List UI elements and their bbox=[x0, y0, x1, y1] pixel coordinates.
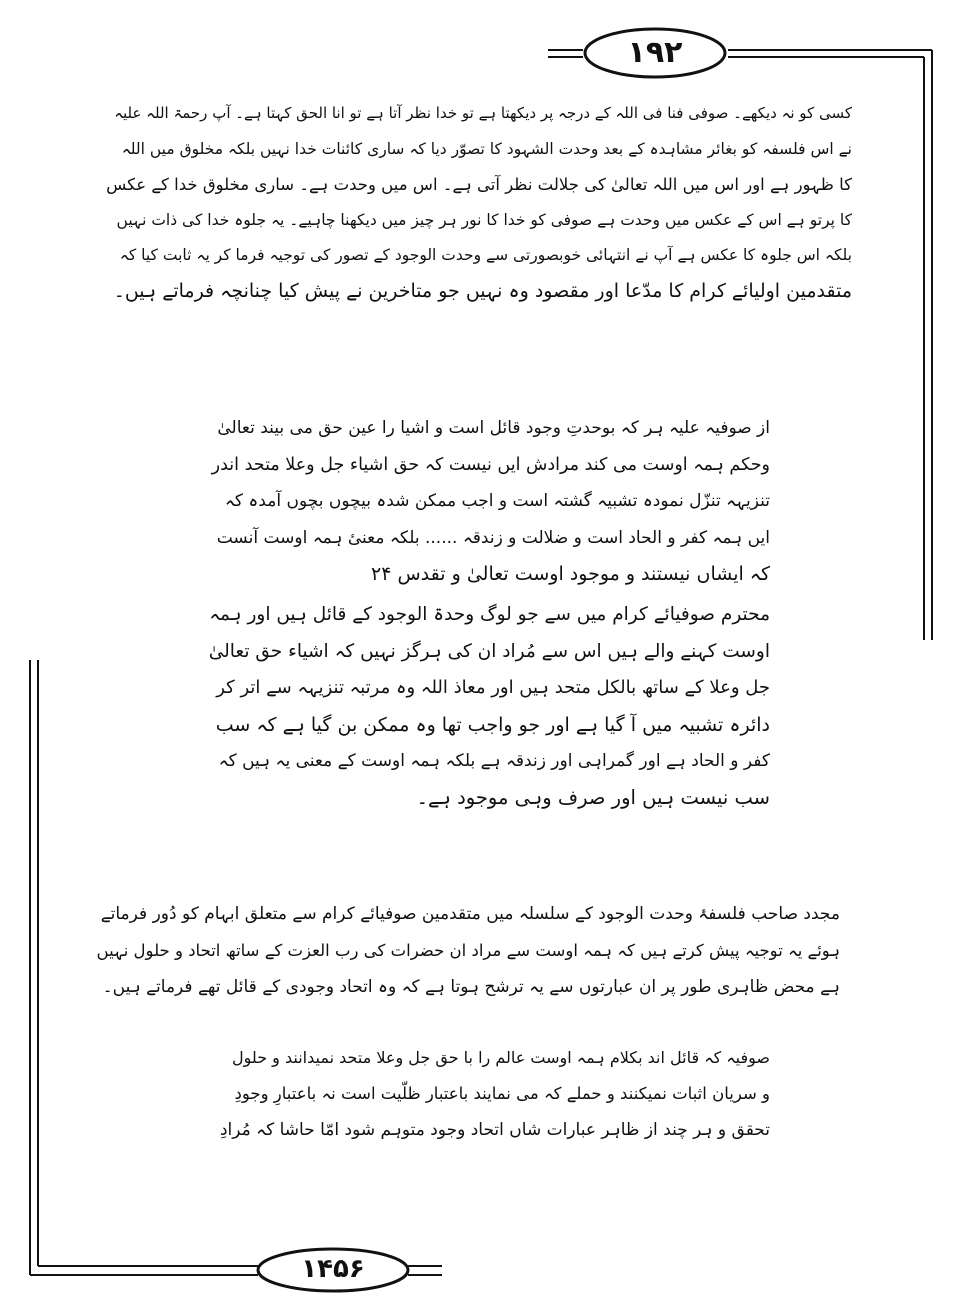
quote-line: تنزیہہ تنزّل نمودہ تشبیہ گشتہ است و اجب ممکن شدہ بیچوں بچوں آمدہ کہ bbox=[224, 491, 770, 511]
paragraph-3 bbox=[95, 896, 840, 1006]
translation-paragraph bbox=[205, 597, 770, 816]
quote-line: ایں ہمہ کفر و الحاد است و ضلالت و زندقہ ...... بلکہ معنیٔ ہمہ اوست آنست bbox=[216, 527, 770, 548]
text-line: محترم صوفیائے کرام میں سے جو لوگ وحدۃ الوجود کے قائل ہیں اور ہمہ bbox=[209, 604, 770, 625]
quote-line: صوفیہ کہ قائل اند بکلام ہمہ اوست عالم را با حق جل وعلا متحد نمیدانند و حلول bbox=[232, 1048, 770, 1067]
text-line: نے اس فلسفہ کو بغائر مشاہدہ کے بعد وحدت الشہود کا تصوّر دیا کہ ساری کائنات خدا نہیں بلکہ مخلوق میں اللہ bbox=[121, 139, 852, 158]
text-line: کا پرتو ہے اس کے عکس میں وحدت ہے صوفی کو خدا کا نور ہر چیز میں دیکھنا چاہیے۔ یہ جلوہ خدا کی ذات نہیں bbox=[116, 210, 852, 229]
text-line: ہوئے یہ توجیہ پیش کرتے ہیں کہ ہمہ اوست سے مراد ان حضرات کی رب العزت کے ساتھ اتحاد و حلول نہیں bbox=[96, 940, 840, 960]
text-line: سب نیست ہیں اور صرف وہی موجود ہے۔ bbox=[416, 785, 770, 809]
text-line: کفر و الحاد ہے اور گمراہی اور زندقہ ہے بلکہ ہمہ اوست کے معنی یہ ہیں کہ bbox=[218, 751, 770, 771]
text-line: متقدمین اولیائے کرام کا مدّعا اور مقصود وہ نہیں جو متاخرین نے پیش کیا چنانچہ فرماتے ہیں۔ bbox=[113, 279, 852, 302]
quote-line: از صوفیہ علیہ ہر کہ بوحدتِ وجود قائل است و اشیا را عین حق می بیند تعالیٰ bbox=[217, 418, 770, 438]
text-line: جل وعلا کے ساتھ بالکل متحد ہیں اور معاذ اللہ وہ مرتبہ تنزیہہ سے اتر کر bbox=[216, 677, 770, 698]
text-line: کسی کو نہ دیکھے۔ صوفی فنا فی اللہ کے درجہ پر دیکھتا ہے تو خدا نظر آتا ہے تو انا الحق کہتا ہے۔ آپ رحمۃ اللہ علیہ bbox=[114, 104, 852, 122]
quote-line: وحکم ہمہ اوست می کند مرادش ایں نیست کہ حق اشیاء جل وعلا متحد اندر bbox=[211, 454, 770, 475]
text-line: اوست کہنے والے ہیں اس سے مُراد ان کی ہرگز نہیں کہ اشیاء حق تعالیٰ bbox=[208, 640, 770, 662]
text-line: دائرہ تشبیہ میں آ گیا ہے اور جو واجب تھا وہ ممکن بن گیا ہے کہ سب bbox=[215, 713, 770, 736]
persian-quote-1 bbox=[210, 410, 770, 593]
text-line: بلکہ اس جلوہ کا عکس ہے آپ نے انتہائی خوبصورتی سے وحدت الوجود کے تصور کی توجیہ فرما کر یہ ثابت کیا کہ bbox=[119, 246, 852, 264]
text-line: ہے محض ظاہری طور پر ان عبارتوں سے یہ ترشح ہوتا ہے کہ وہ اتحاد وجودی کے قائل تھے فرماتے ہیں۔ bbox=[102, 977, 840, 997]
quote-line: و سریان اثبات نمیکنند و حملے کہ می نمایند باعتبار ظلّیت است نہ باعتبارِ وجودِ bbox=[234, 1084, 770, 1103]
top-page-number: ۱۹۲ bbox=[627, 35, 683, 70]
persian-quote-2 bbox=[220, 1040, 770, 1148]
text-line: کا ظہور ہے اور اس میں اللہ تعالیٰ کی جلالت نظر آتی ہے۔ اس میں وحدت ہے۔ ساری مخلوق خدا کے عکس bbox=[106, 175, 852, 194]
text-line: مجدد صاحب فلسفۂ وحدت الوجود کے سلسلہ میں متقدمین صوفیائے کرام سے متعلق ابہام کو دُور فرماتے bbox=[100, 904, 840, 924]
bottom-page-number: ۱۴۵۶ bbox=[301, 1254, 365, 1284]
quote-line: تحقق و ہر چند از ظاہر عبارات شاں اتحاد وجود متوہم شود امّا حاشا کہ مُرادِ bbox=[219, 1120, 770, 1140]
quote-line: کہ ایشاں نیستند و موجود اوست تعالیٰ و تقدس ۲۴ bbox=[371, 563, 770, 585]
paragraph-1 bbox=[100, 96, 852, 309]
